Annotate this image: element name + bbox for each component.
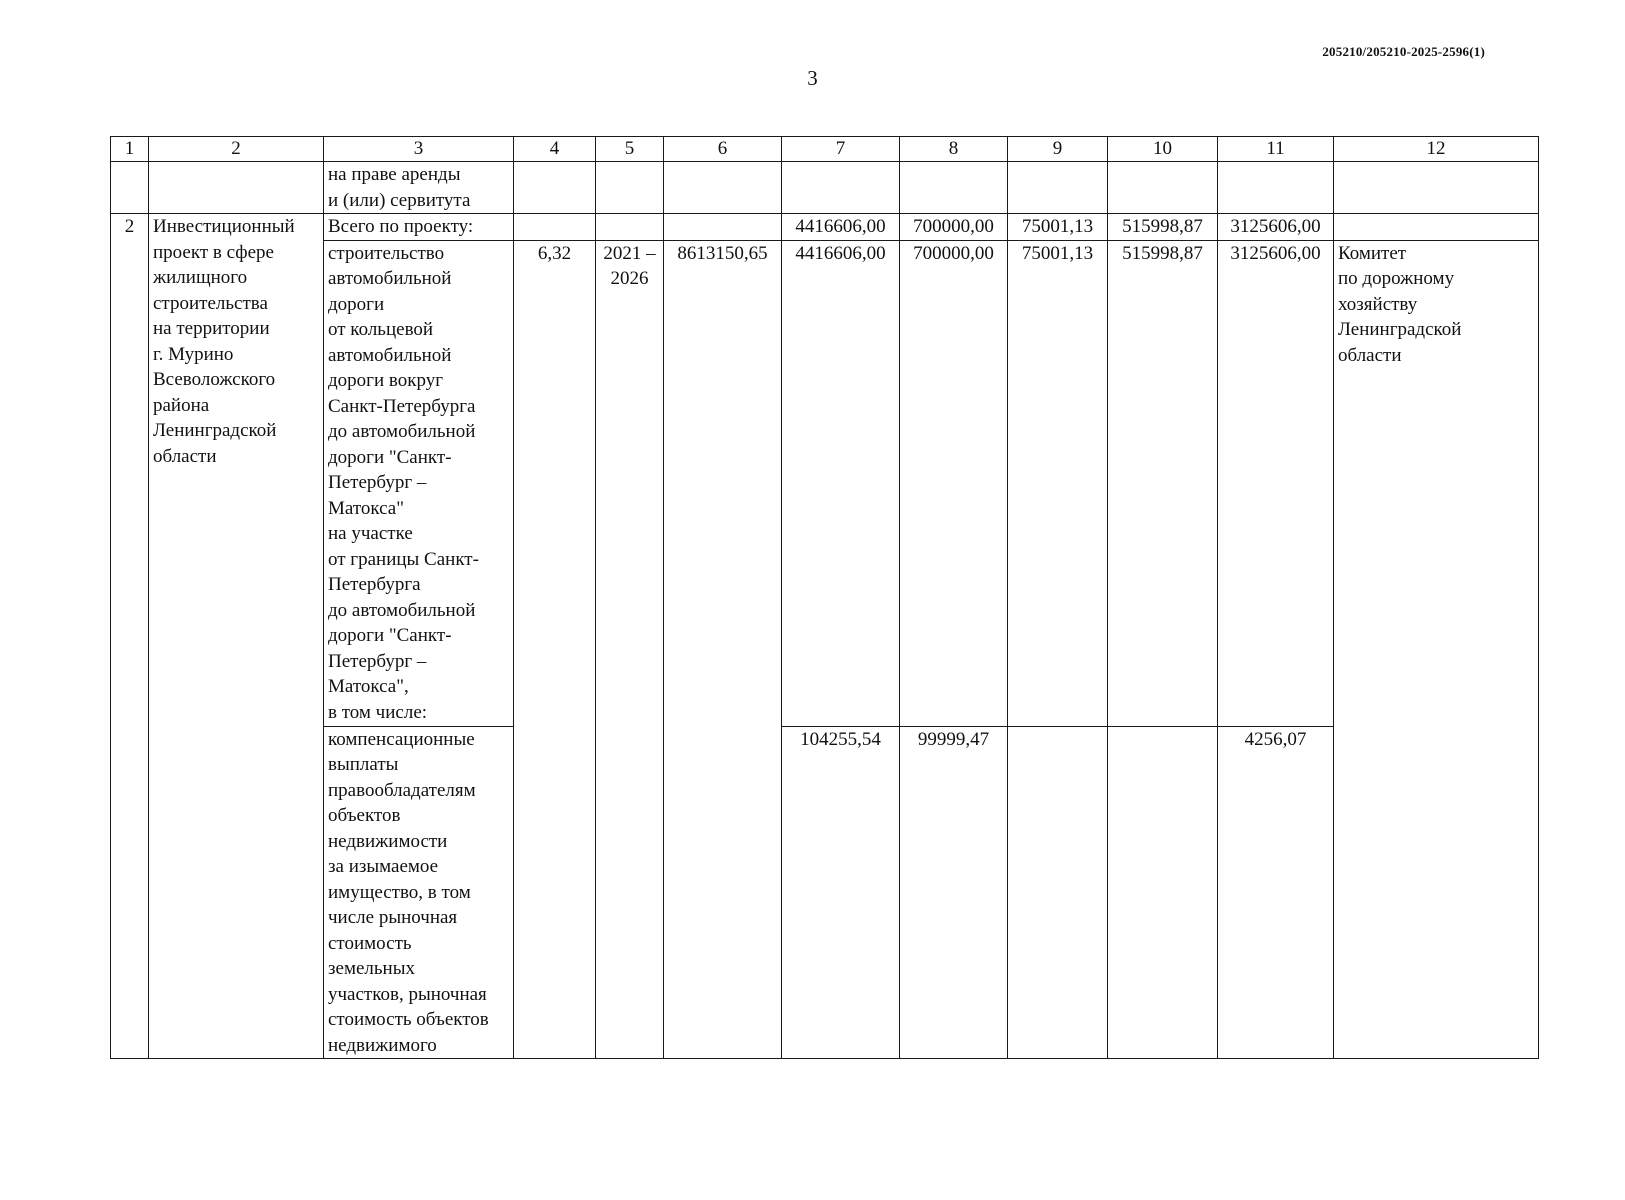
cell-comp-11: 4256,07 [1218, 726, 1334, 1059]
col-number: 10 [1108, 137, 1218, 162]
col-number: 7 [782, 137, 900, 162]
cell-project-name: Инвестиционный проект в сфере жилищного строительства на территории г. Мурино Всеволожского района Ленинградской области [149, 214, 324, 1059]
cell-row-number: 2 [111, 214, 149, 1059]
cell-road-10: 515998,87 [1108, 240, 1218, 726]
cell-length: 6,32 [514, 240, 596, 1059]
col-number: 11 [1218, 137, 1334, 162]
col-number: 8 [900, 137, 1008, 162]
cell-period: 2021 – 2026 [596, 240, 664, 1059]
cell-cost: 8613150,65 [664, 240, 782, 1059]
cell-total-9: 75001,13 [1008, 214, 1108, 241]
document-number: 205210/205210-2025-2596(1) [1322, 44, 1485, 59]
col-number: 5 [596, 137, 664, 162]
cell-total-11: 3125606,00 [1218, 214, 1334, 241]
cell-total-8: 700000,00 [900, 214, 1008, 241]
table-row-compensation [111, 726, 1539, 1059]
col-number: 12 [1334, 137, 1539, 162]
table-row-total [111, 214, 1539, 241]
financing-table [110, 136, 1539, 1059]
cell-comp-8: 99999,47 [900, 726, 1008, 1059]
col-number: 3 [324, 137, 514, 162]
cell-road-8: 700000,00 [900, 240, 1008, 726]
col-number: 9 [1008, 137, 1108, 162]
col-number: 2 [149, 137, 324, 162]
cell-road-9: 75001,13 [1008, 240, 1108, 726]
cell-road-7: 4416606,00 [782, 240, 900, 726]
cell-road-description: строительство автомобильной дороги от кольцевой автомобильной дороги вокруг Санкт-Петербурга до автомобильной дороги "Санкт- Петербург – Матокса" на участке от границы Санкт- Петербурга до автомобильной дороги "Санкт- Петербург – Матокса", в том числе: [324, 240, 514, 726]
cell-total-10: 515998,87 [1108, 214, 1218, 241]
cell-responsible-body: Комитет по дорожному хозяйству Ленинградской области [1334, 240, 1539, 1059]
cell-total-label: Всего по проекту: [324, 214, 514, 241]
col-number: 4 [514, 137, 596, 162]
table-row-road-construction [111, 240, 1539, 726]
col-number: 6 [664, 137, 782, 162]
cell-road-11: 3125606,00 [1218, 240, 1334, 726]
page-number: 3 [807, 66, 818, 90]
cell-land-rights: на праве аренды и (или) сервитута [324, 162, 514, 214]
cell-total-7: 4416606,00 [782, 214, 900, 241]
table-row-continuation [111, 162, 1539, 214]
cell-comp-7: 104255,54 [782, 726, 900, 1059]
col-number: 1 [111, 137, 149, 162]
cell-compensation-description: компенсационные выплаты правообладателям объектов недвижимости за изымаемое имущество, в том числе рыночная стоимость земельных участков, рыночная стоимость объектов недвижимого [324, 726, 514, 1059]
column-number-row [111, 137, 1539, 162]
